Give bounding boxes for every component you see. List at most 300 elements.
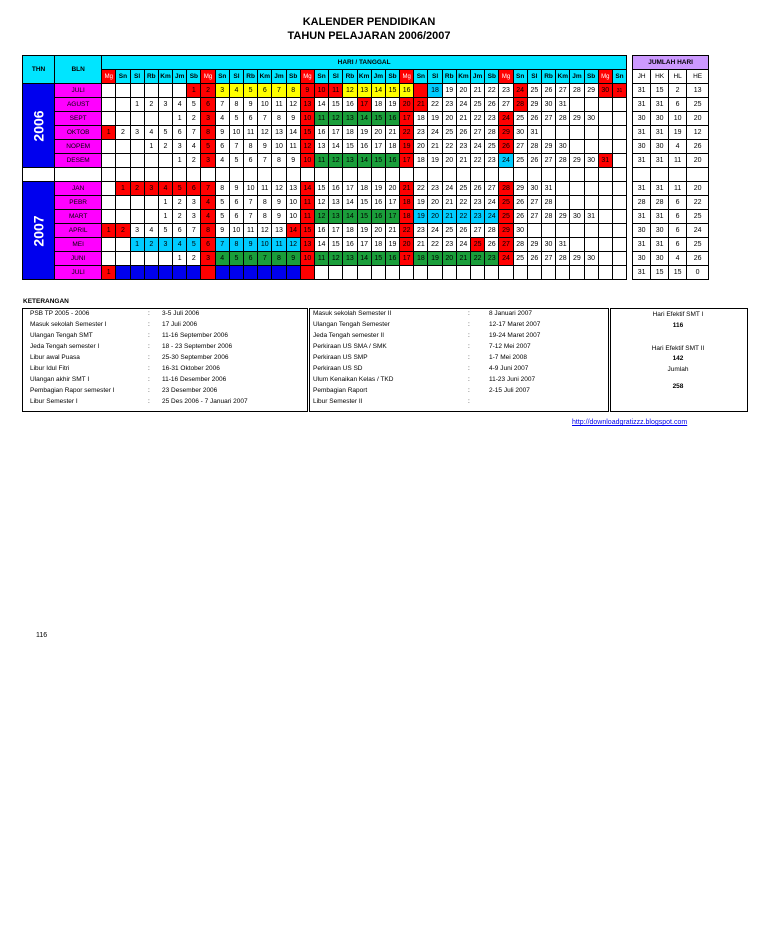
smt2-label: Hari Efektif SMT II xyxy=(651,345,705,352)
day-cell: 6 xyxy=(201,98,215,112)
day-cell xyxy=(130,84,144,98)
day-cell xyxy=(570,98,584,112)
keterangan-colon: : xyxy=(148,376,150,383)
keterangan-label: Ulum Kenaikan Kelas / TKD xyxy=(313,376,394,383)
day-cell xyxy=(130,266,144,280)
day-cell xyxy=(612,182,626,196)
day-cell xyxy=(584,140,598,154)
day-cell: 24 xyxy=(485,210,499,224)
day-header: Sn xyxy=(116,70,130,84)
day-cell: 11 xyxy=(272,98,286,112)
day-cell: 7 xyxy=(258,154,272,168)
day-header: Jm xyxy=(272,70,286,84)
keterangan-colon: : xyxy=(468,343,470,350)
day-cell: 23 xyxy=(471,196,485,210)
day-cell xyxy=(286,266,300,280)
day-cell: 4 xyxy=(187,140,201,154)
day-cell xyxy=(244,266,258,280)
smt2-value: 142 xyxy=(672,355,684,362)
page-number: 116 xyxy=(36,632,48,639)
day-cell: 30 xyxy=(584,252,598,266)
day-cell: 6 xyxy=(187,182,201,196)
day-cell: 28 xyxy=(499,182,513,196)
total-cell: 24 xyxy=(687,224,709,238)
day-cell: 3 xyxy=(187,196,201,210)
day-cell: 24 xyxy=(499,252,513,266)
day-cell: 16 xyxy=(329,182,343,196)
day-cell xyxy=(541,126,555,140)
day-cell: 2 xyxy=(116,224,130,238)
day-cell: 13 xyxy=(314,140,328,154)
day-cell xyxy=(598,140,612,154)
day-cell xyxy=(612,210,626,224)
day-cell: 15 xyxy=(371,154,385,168)
day-cell: 26 xyxy=(471,182,485,196)
day-header: Rb xyxy=(541,70,555,84)
day-cell: 4 xyxy=(173,238,187,252)
day-cell: 26 xyxy=(527,154,541,168)
day-cell: 9 xyxy=(229,182,243,196)
day-cell: 7 xyxy=(272,84,286,98)
day-cell: 29 xyxy=(570,252,584,266)
calendar-table xyxy=(22,55,709,280)
day-cell xyxy=(612,252,626,266)
day-cell xyxy=(570,238,584,252)
day-cell: 23 xyxy=(485,112,499,126)
day-cell xyxy=(556,266,570,280)
day-cell: 10 xyxy=(314,84,328,98)
day-cell: 19 xyxy=(385,98,399,112)
day-cell: 12 xyxy=(329,112,343,126)
total-cell: 28 xyxy=(633,196,651,210)
day-cell: 25 xyxy=(527,84,541,98)
month-label: DESEM xyxy=(55,154,102,168)
day-cell: 7 xyxy=(244,196,258,210)
day-cell: 19 xyxy=(414,196,428,210)
day-cell: 20 xyxy=(428,210,442,224)
day-cell: 13 xyxy=(343,154,357,168)
day-cell: 5 xyxy=(173,182,187,196)
total-header: HL xyxy=(669,70,687,84)
day-cell: 4 xyxy=(201,196,215,210)
day-cell: 28 xyxy=(541,210,555,224)
table-row xyxy=(23,84,709,98)
day-cell xyxy=(158,112,172,126)
keterangan-label: Jeda Tengah semester II xyxy=(313,332,385,339)
day-cell: 30 xyxy=(541,98,555,112)
total-cell: 28 xyxy=(651,196,669,210)
month-label: AGUST xyxy=(55,98,102,112)
day-cell xyxy=(102,98,116,112)
day-cell: 13 xyxy=(343,112,357,126)
keterangan-label: Ulangan Tengah Semester xyxy=(313,321,390,328)
keterangan-value: 19-24 Maret 2007 xyxy=(489,332,541,339)
day-cell: 11 xyxy=(300,196,314,210)
day-cell: 8 xyxy=(258,196,272,210)
day-cell xyxy=(414,266,428,280)
day-cell: 19 xyxy=(428,112,442,126)
table-row xyxy=(23,182,709,196)
day-cell: 13 xyxy=(343,252,357,266)
day-cell: 8 xyxy=(286,84,300,98)
keterangan-colon: : xyxy=(148,365,150,372)
keterangan-value: 11-23 Juni 2007 xyxy=(489,376,536,383)
month-label: OKTOB xyxy=(55,126,102,140)
day-cell xyxy=(584,196,598,210)
day-cell: 4 xyxy=(144,224,158,238)
day-cell: 30 xyxy=(513,126,527,140)
day-cell: 25 xyxy=(471,98,485,112)
day-cell: 3 xyxy=(201,112,215,126)
day-cell: 11 xyxy=(244,126,258,140)
total-cell: 2 xyxy=(669,84,687,98)
total-cell: 31 xyxy=(633,238,651,252)
keterangan-label: PSB TP 2005 - 2006 xyxy=(30,310,90,317)
month-label: PEBR xyxy=(55,196,102,210)
month-label: SEPT xyxy=(55,112,102,126)
day-cell xyxy=(556,196,570,210)
total-cell: 22 xyxy=(687,196,709,210)
keterangan-colon: : xyxy=(148,387,150,394)
day-cell: 30 xyxy=(556,140,570,154)
keterangan-colon: : xyxy=(468,354,470,361)
day-cell: 6 xyxy=(173,224,187,238)
keterangan-label: Libur Semester II xyxy=(313,398,363,405)
day-cell xyxy=(144,112,158,126)
day-cell xyxy=(556,224,570,238)
total-cell: 25 xyxy=(687,238,709,252)
day-cell: 15 xyxy=(371,112,385,126)
keterangan-value: 4-9 Juni 2007 xyxy=(489,365,529,372)
day-cell: 11 xyxy=(258,182,272,196)
day-cell: 13 xyxy=(286,182,300,196)
day-cell: 27 xyxy=(556,84,570,98)
day-cell: 28 xyxy=(556,154,570,168)
table-row xyxy=(23,196,709,210)
day-cell xyxy=(158,84,172,98)
day-cell xyxy=(584,98,598,112)
day-header: Sn xyxy=(215,70,229,84)
total-cell: 25 xyxy=(687,210,709,224)
day-cell: 20 xyxy=(456,84,470,98)
day-header: Sb xyxy=(286,70,300,84)
day-cell: 19 xyxy=(442,84,456,98)
day-cell: 12 xyxy=(300,140,314,154)
day-cell xyxy=(612,126,626,140)
day-cell: 25 xyxy=(513,112,527,126)
day-cell: 9 xyxy=(272,196,286,210)
day-header: Jm xyxy=(371,70,385,84)
day-cell: 6 xyxy=(244,154,258,168)
day-cell: 17 xyxy=(400,112,414,126)
total-cell: 6 xyxy=(669,238,687,252)
day-cell: 28 xyxy=(541,196,555,210)
day-cell xyxy=(612,266,626,280)
day-cell xyxy=(570,126,584,140)
keterangan-value: 3-5 Juli 2006 xyxy=(162,310,200,317)
day-cell xyxy=(570,182,584,196)
day-cell xyxy=(130,140,144,154)
day-cell: 5 xyxy=(215,210,229,224)
keterangan-value: 23 Desember 2006 xyxy=(162,387,218,394)
day-cell: 9 xyxy=(215,126,229,140)
day-cell: 1 xyxy=(173,154,187,168)
day-cell: 9 xyxy=(286,154,300,168)
day-header: Mg xyxy=(400,70,414,84)
day-cell: 23 xyxy=(414,224,428,238)
day-cell: 4 xyxy=(229,84,243,98)
day-cell: 11 xyxy=(314,154,328,168)
blog-link[interactable]: http://downloadgratizzz.blogspot.com xyxy=(572,419,688,426)
day-cell: 19 xyxy=(385,238,399,252)
total-cell: 30 xyxy=(633,224,651,238)
day-cell: 22 xyxy=(414,182,428,196)
day-cell: 14 xyxy=(357,112,371,126)
day-cell: 21 xyxy=(456,154,470,168)
keterangan-colon: : xyxy=(468,376,470,383)
day-cell xyxy=(144,84,158,98)
total-cell: 31 xyxy=(633,98,651,112)
day-cell xyxy=(314,266,328,280)
day-header: Mg xyxy=(499,70,513,84)
total-cell: 6 xyxy=(669,196,687,210)
table-row xyxy=(23,126,709,140)
day-cell: 7 xyxy=(215,98,229,112)
day-cell: 10 xyxy=(300,252,314,266)
day-cell: 20 xyxy=(400,98,414,112)
keterangan-label: Jeda Tengah semester I xyxy=(30,343,100,350)
total-cell: 31 xyxy=(651,210,669,224)
day-cell: 22 xyxy=(428,238,442,252)
day-cell: 8 xyxy=(201,126,215,140)
day-cell: 22 xyxy=(485,84,499,98)
total-cell: 15 xyxy=(651,266,669,280)
day-cell: 6 xyxy=(244,252,258,266)
day-cell: 28 xyxy=(527,140,541,154)
day-cell xyxy=(258,266,272,280)
day-cell: 18 xyxy=(371,98,385,112)
keterangan-colon: : xyxy=(468,387,470,394)
day-header: Rb xyxy=(343,70,357,84)
day-cell: 7 xyxy=(244,210,258,224)
day-cell: 24 xyxy=(442,182,456,196)
day-cell: 10 xyxy=(229,126,243,140)
day-cell: 19 xyxy=(400,140,414,154)
day-cell: 5 xyxy=(229,112,243,126)
day-cell: 2 xyxy=(173,210,187,224)
day-cell: 18 xyxy=(357,182,371,196)
month-label: JUNI xyxy=(55,252,102,266)
keterangan-heading: KETERANGAN xyxy=(23,298,69,305)
day-cell: 11 xyxy=(286,140,300,154)
day-cell: 14 xyxy=(329,140,343,154)
day-cell: 21 xyxy=(442,210,456,224)
day-cell: 1 xyxy=(158,210,172,224)
day-cell xyxy=(499,266,513,280)
day-cell: 30 xyxy=(541,238,555,252)
day-header: Sb xyxy=(385,70,399,84)
day-header: Mg xyxy=(300,70,314,84)
day-cell: 29 xyxy=(527,98,541,112)
day-cell: 14 xyxy=(286,224,300,238)
day-cell xyxy=(400,266,414,280)
day-cell: 31 xyxy=(541,182,555,196)
day-cell: 30 xyxy=(570,210,584,224)
total-cell: 19 xyxy=(669,126,687,140)
day-cell: 3 xyxy=(130,126,144,140)
day-cell: 16 xyxy=(314,126,328,140)
day-cell: 15 xyxy=(357,196,371,210)
keterangan-label: Ulangan akhir SMT I xyxy=(30,376,90,383)
day-cell xyxy=(102,196,116,210)
month-label: JULI xyxy=(55,84,102,98)
day-cell: 3 xyxy=(201,154,215,168)
day-cell xyxy=(102,182,116,196)
day-cell: 11 xyxy=(300,210,314,224)
total-cell: 15 xyxy=(669,266,687,280)
keterangan-label: Masuk sekolah Semester II xyxy=(313,310,392,317)
day-cell: 1 xyxy=(102,266,116,280)
keterangan-label: Pembagian Rapor semester I xyxy=(30,387,115,394)
day-cell: 3 xyxy=(130,224,144,238)
day-cell: 31 xyxy=(584,210,598,224)
total-cell: 30 xyxy=(633,252,651,266)
day-cell xyxy=(229,266,243,280)
day-cell xyxy=(130,154,144,168)
total-header: HE xyxy=(687,70,709,84)
total-cell: 30 xyxy=(651,140,669,154)
keterangan-colon: : xyxy=(468,332,470,339)
day-cell: 12 xyxy=(314,210,328,224)
total-cell: 4 xyxy=(669,252,687,266)
day-cell: 7 xyxy=(258,252,272,266)
total-cell: 31 xyxy=(633,182,651,196)
day-cell xyxy=(598,252,612,266)
day-cell: 26 xyxy=(513,196,527,210)
day-cell xyxy=(612,238,626,252)
day-cell: 3 xyxy=(158,238,172,252)
keterangan-colon: : xyxy=(148,354,150,361)
day-cell: 4 xyxy=(173,98,187,112)
day-cell: 18 xyxy=(385,140,399,154)
day-cell xyxy=(102,210,116,224)
day-cell xyxy=(612,140,626,154)
day-cell: 5 xyxy=(244,84,258,98)
day-cell xyxy=(116,140,130,154)
day-cell xyxy=(116,196,130,210)
day-cell: 5 xyxy=(187,238,201,252)
day-cell: 17 xyxy=(357,98,371,112)
day-cell xyxy=(570,196,584,210)
day-cell: 2 xyxy=(187,112,201,126)
day-cell: 17 xyxy=(329,224,343,238)
day-cell: 26 xyxy=(456,126,470,140)
day-cell xyxy=(598,98,612,112)
total-cell: 30 xyxy=(633,140,651,154)
day-cell: 24 xyxy=(471,140,485,154)
day-cell: 21 xyxy=(471,84,485,98)
day-cell: 10 xyxy=(244,182,258,196)
total-cell: 25 xyxy=(687,98,709,112)
day-header: Sl xyxy=(428,70,442,84)
day-cell: 12 xyxy=(314,196,328,210)
day-cell: 16 xyxy=(314,224,328,238)
day-cell: 31 xyxy=(556,238,570,252)
day-cell: 4 xyxy=(158,182,172,196)
day-cell: 15 xyxy=(300,224,314,238)
day-cell: 30 xyxy=(598,84,612,98)
day-cell xyxy=(116,84,130,98)
day-cell: 26 xyxy=(499,140,513,154)
total-cell: 13 xyxy=(687,84,709,98)
day-cell: 26 xyxy=(527,252,541,266)
day-cell: 23 xyxy=(485,252,499,266)
day-cell xyxy=(343,266,357,280)
day-cell xyxy=(598,182,612,196)
day-cell: 29 xyxy=(570,112,584,126)
day-cell: 10 xyxy=(286,210,300,224)
day-cell: 12 xyxy=(343,84,357,98)
keterangan-colon: : xyxy=(468,398,470,405)
day-header: Km xyxy=(258,70,272,84)
day-cell: 2 xyxy=(201,84,215,98)
day-cell: 4 xyxy=(215,154,229,168)
day-cell: 2 xyxy=(116,126,130,140)
day-cell: 9 xyxy=(244,238,258,252)
day-header: Jm xyxy=(471,70,485,84)
day-cell xyxy=(428,266,442,280)
day-cell xyxy=(612,224,626,238)
keterangan-value: 7-12 Mei 2007 xyxy=(489,343,531,350)
total-cell: 4 xyxy=(669,140,687,154)
day-cell: 24 xyxy=(513,84,527,98)
day-cell: 29 xyxy=(499,224,513,238)
day-cell xyxy=(456,266,470,280)
day-cell: 30 xyxy=(527,182,541,196)
day-cell: 16 xyxy=(385,252,399,266)
total-cell: 6 xyxy=(669,98,687,112)
day-cell: 22 xyxy=(471,112,485,126)
day-cell: 10 xyxy=(258,98,272,112)
day-cell: 27 xyxy=(513,140,527,154)
keterangan-value: 1-7 Mei 2008 xyxy=(489,354,527,361)
day-cell xyxy=(570,140,584,154)
day-cell: 15 xyxy=(343,140,357,154)
jumlah-label: Jumlah xyxy=(667,366,689,373)
day-cell: 19 xyxy=(371,182,385,196)
day-cell: 16 xyxy=(371,210,385,224)
month-label: MEI xyxy=(55,238,102,252)
day-cell: 6 xyxy=(244,112,258,126)
day-header: Sn xyxy=(612,70,626,84)
day-cell: 21 xyxy=(442,196,456,210)
day-cell: 22 xyxy=(428,98,442,112)
day-cell: 5 xyxy=(187,98,201,112)
day-cell: 28 xyxy=(513,238,527,252)
day-cell: 13 xyxy=(357,84,371,98)
day-cell: 22 xyxy=(456,196,470,210)
day-cell: 21 xyxy=(428,140,442,154)
total-cell: 26 xyxy=(687,252,709,266)
day-cell: 23 xyxy=(471,210,485,224)
table-row xyxy=(23,266,709,280)
day-cell: 15 xyxy=(385,84,399,98)
day-cell: 26 xyxy=(541,84,555,98)
day-header: Sl xyxy=(329,70,343,84)
day-cell: 12 xyxy=(258,126,272,140)
day-cell: 8 xyxy=(272,154,286,168)
day-cell: 22 xyxy=(471,154,485,168)
